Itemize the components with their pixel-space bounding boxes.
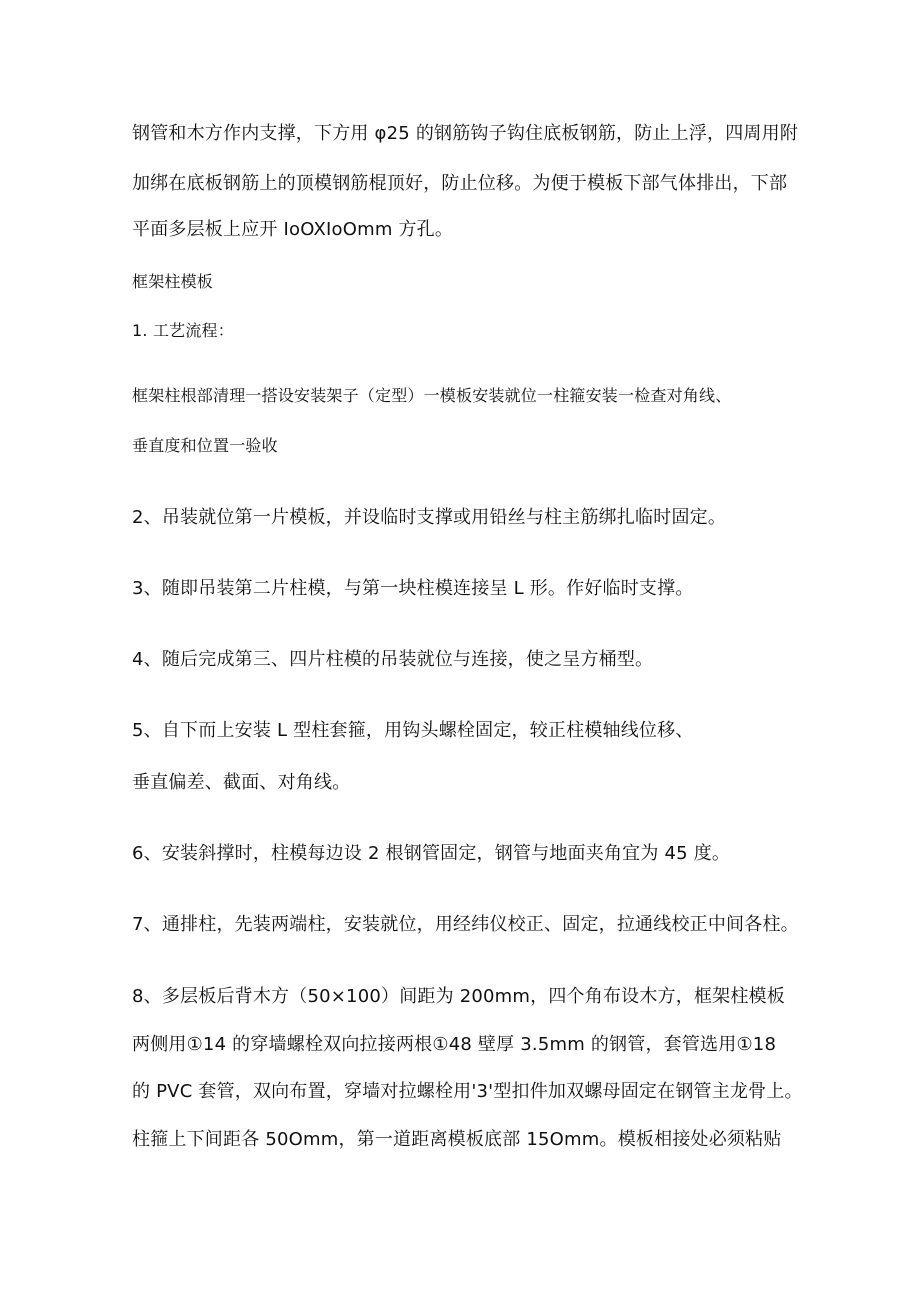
list-heading: 1. 工艺流程： [132, 321, 234, 340]
paragraph-line: 框架柱根部清理一搭设安装架子（定型）一模板安装就位一柱箍安装一检查对角线、 [132, 386, 732, 405]
paragraph-line: 柱箍上下间距各 50Omm，第一道距离模板底部 15Omm。模板相接处必须粘贴 [132, 1129, 782, 1150]
paragraph-line: 平面多层板上应开 IoOXIoOmm 方孔。 [132, 219, 454, 240]
paragraph-line: 垂直度和位置一验收 [132, 436, 278, 455]
list-item: 3、随即吊装第二片柱模，与第一块柱模连接呈 L 形。作好临时支撑。 [132, 578, 694, 599]
list-item: 2、吊装就位第一片模板，并设临时支撑或用铅丝与柱主筋绑扎临时固定。 [132, 507, 727, 528]
list-item: 6、安装斜撑时，柱模每边设 2 根钢管固定，钢管与地面夹角宜为 45 度。 [132, 843, 731, 864]
paragraph-line: 的 PVC 套管，双向布置，穿墙对拉螺栓用'3'型扣件加双螺母固定在钢管主龙骨上。 [132, 1081, 803, 1102]
list-item: 5、自下而上安装 L 型柱套箍，用钩头螺栓固定，较正柱模轴线位移、 [132, 720, 694, 741]
list-item: 8、多层板后背木方（50×100）间距为 200mm，四个角布设木方，框架柱模板 [132, 986, 785, 1007]
paragraph-line: 加绑在底板钢筋上的顶模钢筋棍顶好，防止位移。为便于模板下部气体排出，下部 [132, 173, 788, 194]
paragraph-line: 钢管和木方作内支撑，下方用 φ25 的钢筋钩子钩住底板钢筋，防止上浮，四周用附 [132, 123, 799, 144]
section-heading: 框架柱模板 [132, 272, 214, 291]
paragraph-line: 垂直偏差、截面、对角线。 [132, 772, 351, 793]
list-item: 4、随后完成第三、四片柱模的吊装就位与连接，使之呈方桶型。 [132, 649, 654, 670]
list-item: 7、通排柱，先装两端柱，安装就位，用经纬仪校正、固定，拉通线校正中间各柱。 [132, 914, 799, 935]
paragraph-line: 两侧用①14 的穿墙螺栓双向拉接两根①48 壁厚 3.5mm 的钢管，套管选用①18 [132, 1034, 777, 1055]
